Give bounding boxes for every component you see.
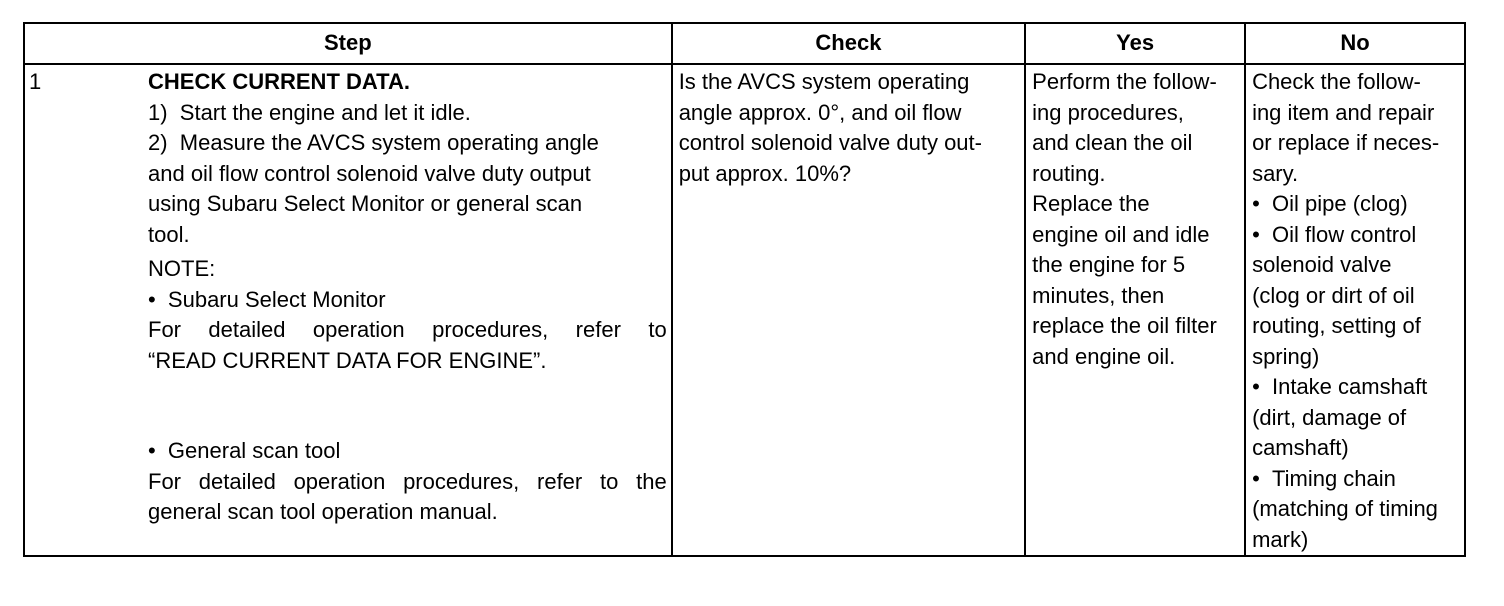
no-cell bbox=[1245, 64, 1465, 556]
header-step: Step bbox=[24, 23, 672, 64]
note-label: NOTE: bbox=[148, 256, 216, 281]
no-line: (dirt, damage of bbox=[1252, 404, 1407, 430]
step-line: and oil flow control solenoid valve duty output bbox=[148, 160, 591, 186]
spacer bbox=[148, 376, 667, 436]
note-text: For detailed operation procedures, refer to the bbox=[148, 468, 667, 494]
no-line: or replace if neces- bbox=[1252, 130, 1440, 155]
step-line: tool. bbox=[148, 221, 190, 247]
no-line: • Intake camshaft bbox=[1252, 374, 1428, 399]
step-line: using Subaru Select Monitor or general scan bbox=[148, 191, 583, 216]
no-line: camshaft) bbox=[1252, 435, 1349, 460]
no-line: • Oil flow control bbox=[1252, 221, 1417, 247]
yes-line: and clean the oil bbox=[1032, 130, 1193, 155]
note-bullet-scan-tool: • General scan tool bbox=[148, 438, 341, 463]
yes-line: Replace the bbox=[1032, 191, 1150, 216]
check-line: put approx. 10%? bbox=[678, 160, 852, 186]
header-check: Check bbox=[672, 23, 1025, 64]
note-text: general scan tool operation manual. bbox=[148, 499, 498, 524]
no-line: mark) bbox=[1252, 526, 1309, 552]
no-line: • Timing chain bbox=[1252, 465, 1396, 491]
step-number: 1 bbox=[29, 69, 42, 94]
table-row bbox=[24, 64, 1465, 556]
note-text: “READ CURRENT DATA FOR ENGINE”. bbox=[148, 347, 547, 373]
step-line: 1) Start the engine and let it idle. bbox=[148, 99, 471, 125]
no-line: (matching of timing bbox=[1252, 496, 1438, 521]
yes-cell bbox=[1025, 64, 1245, 556]
yes-line: minutes, then bbox=[1032, 282, 1165, 308]
step-cell bbox=[24, 64, 672, 556]
no-line: ing item and repair bbox=[1252, 99, 1435, 125]
note-bullet-select-monitor: • Subaru Select Monitor bbox=[148, 286, 386, 312]
step-line: 2) Measure the AVCS system operating angle bbox=[148, 130, 599, 155]
check-line: Is the AVCS system operating bbox=[678, 69, 970, 94]
check-cell bbox=[672, 64, 1025, 556]
no-line: • Oil pipe (clog) bbox=[1252, 191, 1408, 216]
check-line: angle approx. 0°, and oil flow bbox=[678, 99, 962, 125]
yes-line: and engine oil. bbox=[1032, 343, 1176, 369]
no-line: spring) bbox=[1252, 343, 1320, 369]
no-line: Check the follow- bbox=[1252, 69, 1421, 94]
no-line: routing, setting of bbox=[1252, 313, 1421, 338]
yes-line: Perform the follow- bbox=[1032, 69, 1217, 94]
no-line: (clog or dirt of oil bbox=[1252, 282, 1415, 308]
yes-line: engine oil and idle bbox=[1032, 221, 1210, 247]
header-yes: Yes bbox=[1025, 23, 1245, 64]
header-row bbox=[24, 23, 1465, 64]
no-line: sary. bbox=[1252, 160, 1299, 186]
diagnostic-table bbox=[23, 22, 1466, 557]
yes-line: routing. bbox=[1032, 160, 1106, 186]
step-body bbox=[148, 67, 667, 528]
note-text: For detailed operation procedures, refer to bbox=[148, 317, 667, 342]
no-line: solenoid valve bbox=[1252, 252, 1392, 277]
yes-line: the engine for 5 bbox=[1032, 252, 1186, 277]
yes-line: replace the oil filter bbox=[1032, 313, 1217, 338]
header-no: No bbox=[1245, 23, 1465, 64]
check-line: control solenoid valve duty out- bbox=[678, 130, 982, 155]
step-title: CHECK CURRENT DATA. bbox=[148, 69, 410, 94]
yes-line: ing procedures, bbox=[1032, 99, 1184, 125]
